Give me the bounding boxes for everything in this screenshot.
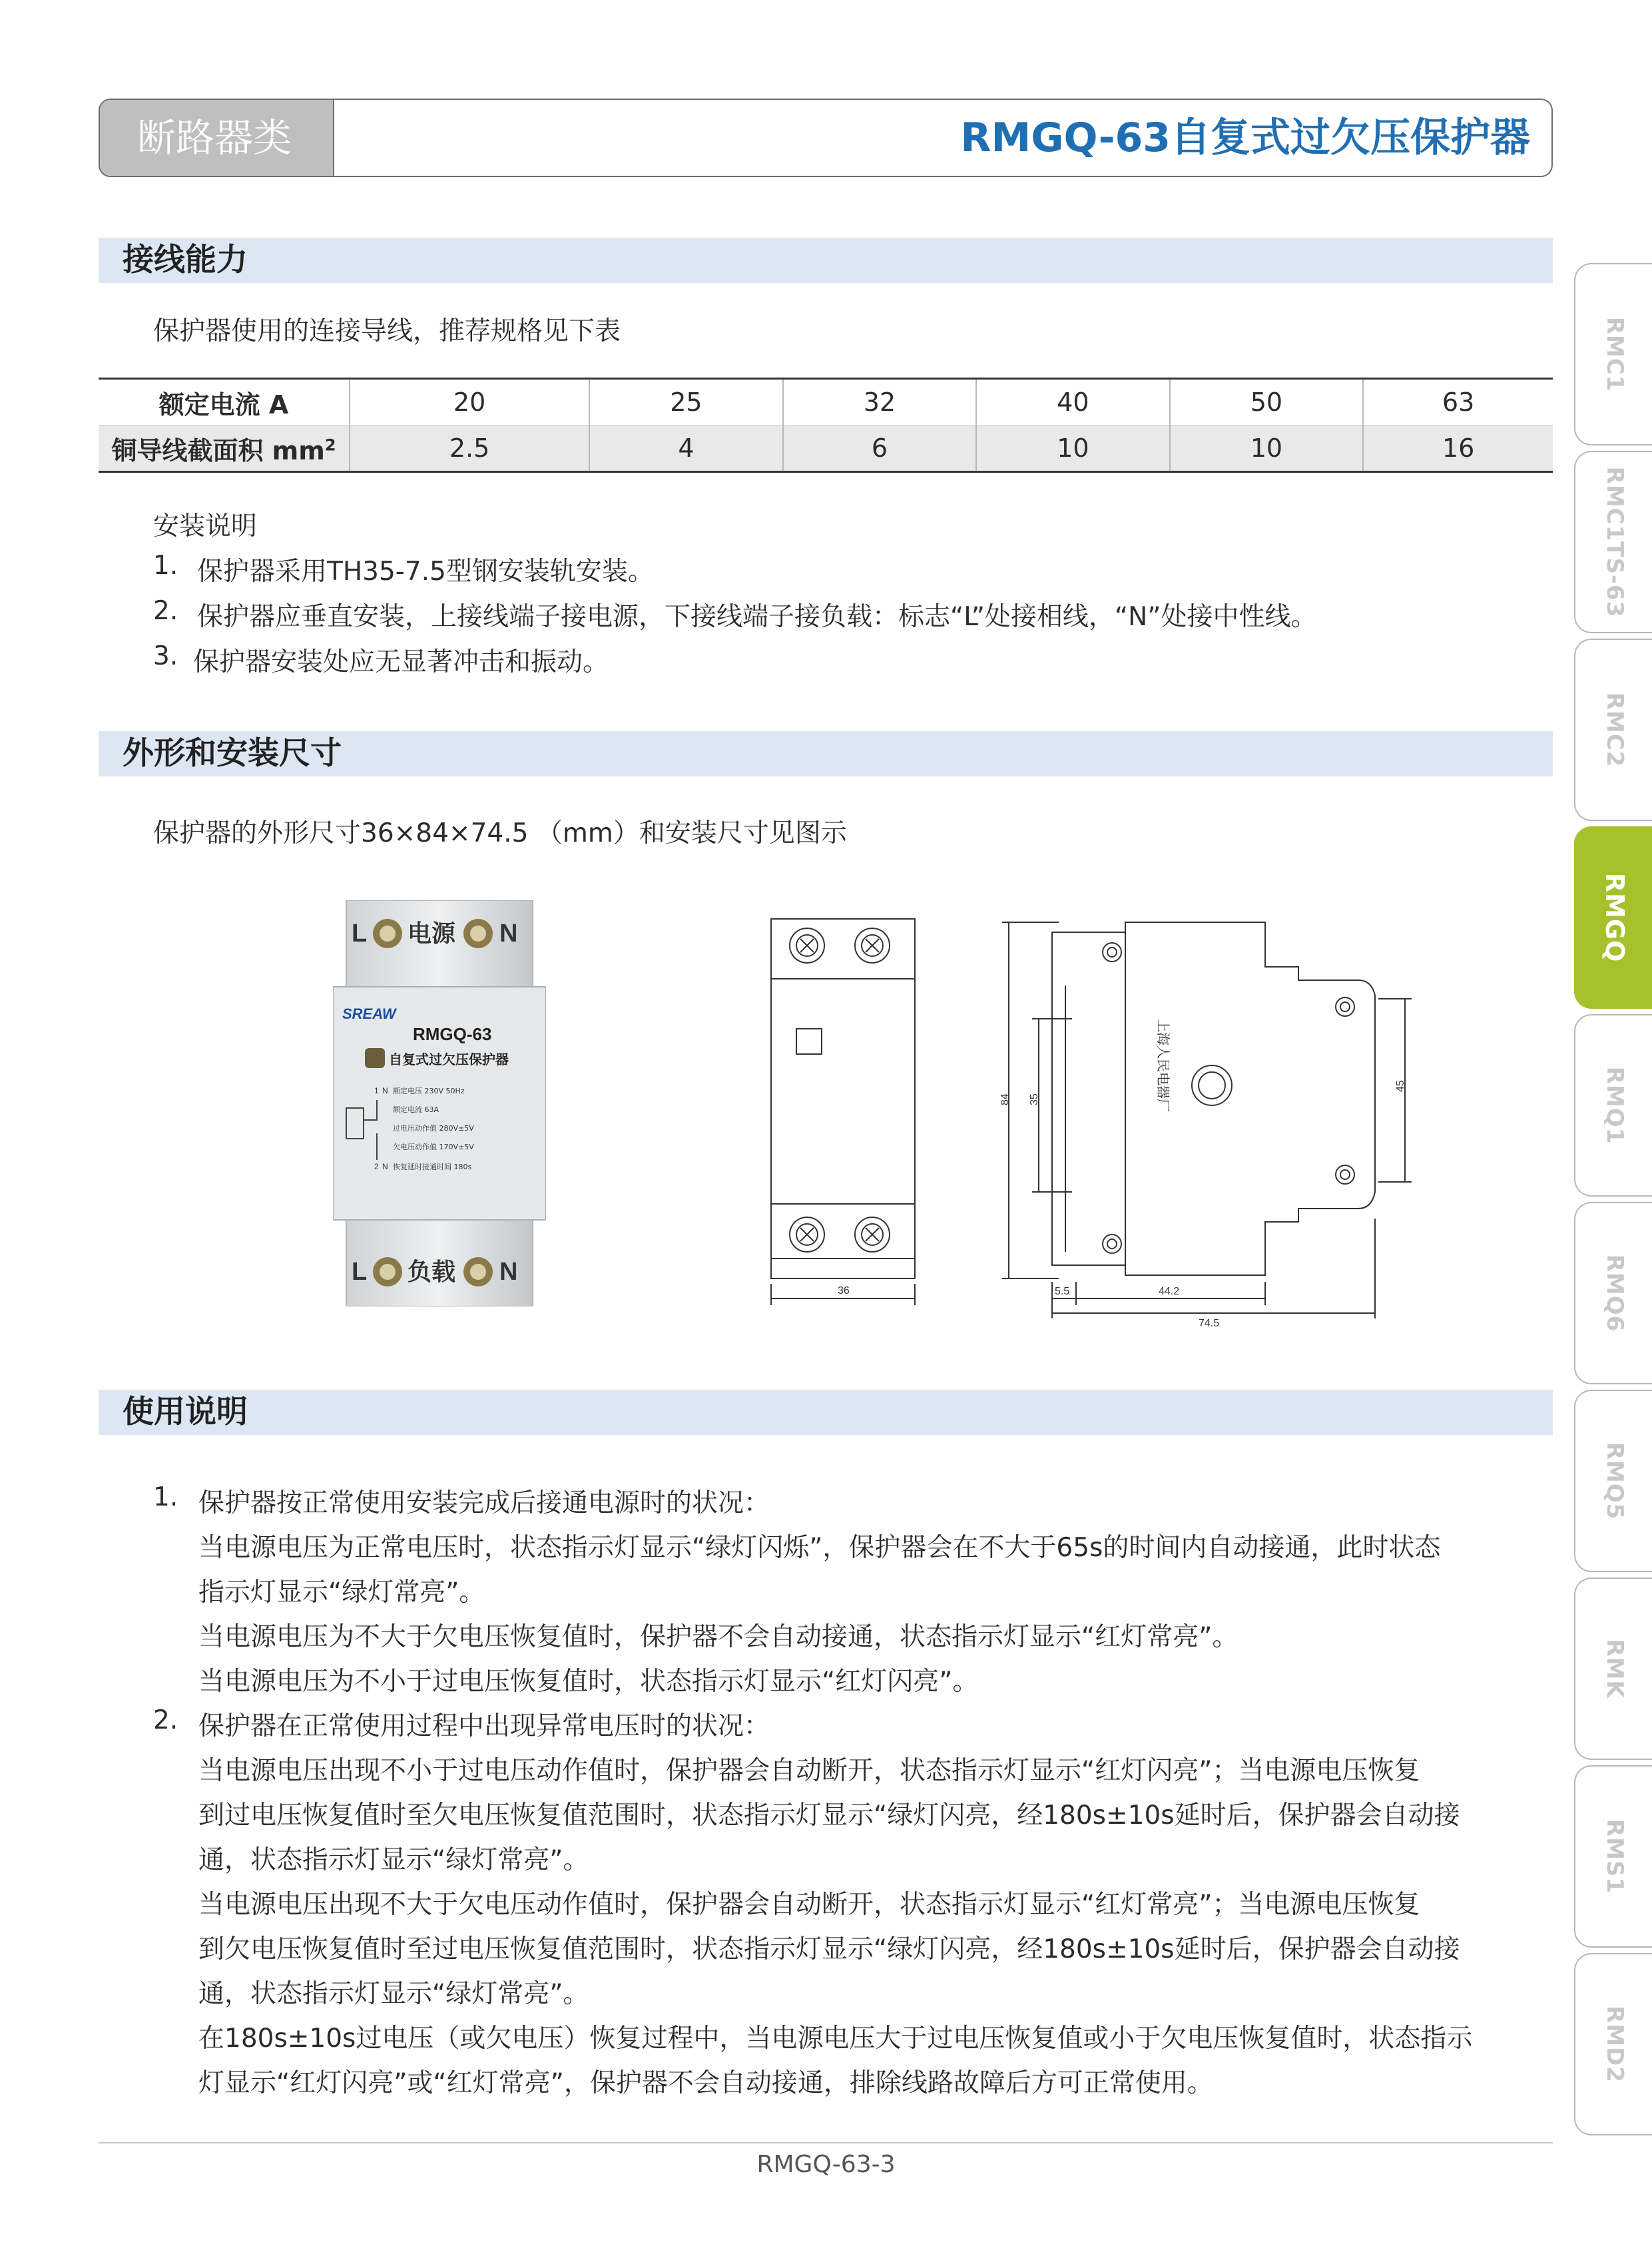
svg-text:额定电压 230V 50Hz: 额定电压 230V 50Hz bbox=[393, 1087, 465, 1095]
svg-text:过电压动作值 280V±5V: 过电压动作值 280V±5V bbox=[393, 1124, 474, 1133]
svg-text:N: N bbox=[382, 1162, 388, 1171]
section-bar-usage bbox=[99, 1390, 1553, 1435]
section-bar-dimensions bbox=[99, 731, 1553, 776]
svg-text:额定电流 63A: 额定电流 63A bbox=[393, 1105, 439, 1114]
list-item-head: 保护器按正常使用安装完成后接通电源时的状况： bbox=[198, 1488, 770, 1518]
table-cell: 32 bbox=[783, 379, 977, 425]
table-cell: 4 bbox=[589, 425, 783, 472]
list-number: 3. bbox=[153, 641, 178, 671]
tab-rms1[interactable]: RMS1 bbox=[1574, 1765, 1652, 1948]
tab-rmc1[interactable]: RMC1 bbox=[1574, 263, 1652, 445]
paragraph-line: 通，状态指示灯显示“绿灯常亮”。 bbox=[198, 1845, 589, 1875]
dim-5-5: 5.5 bbox=[1055, 1286, 1070, 1297]
svg-text:N: N bbox=[382, 1086, 388, 1095]
list-item: 保护器采用TH35-7.5型钢安装轨安装。 bbox=[197, 557, 654, 587]
tab-rmq5[interactable]: RMQ5 bbox=[1574, 1390, 1652, 1572]
paragraph-line: 在180s±10s过电压（或欠电压）恢复过程中，当电源电压大于过电压恢复值或小于欠电压恢复值时，状态指示 bbox=[198, 2024, 1473, 2054]
wiring-table bbox=[99, 378, 1553, 473]
dim-84: 84 bbox=[999, 1093, 1011, 1105]
tab-rmk[interactable]: RMK bbox=[1574, 1577, 1652, 1760]
dimensions-intro: 保护器的外形尺寸36×84×74.5 （mm）和安装尺寸见图示 bbox=[153, 818, 847, 848]
table-row bbox=[99, 425, 1553, 472]
front-view-drawing bbox=[759, 906, 932, 1318]
paragraph-line: 当电源电压为不小于过电压恢复值时，状态指示灯显示“红灯闪亮”。 bbox=[198, 1667, 979, 1697]
paragraph-line: 当电源电压为不大于欠电压恢复值时，保护器不会自动接通，状态指示灯显示“红灯常亮”。 bbox=[198, 1622, 1239, 1652]
table-cell: 10 bbox=[976, 425, 1170, 472]
table-row bbox=[99, 379, 1553, 425]
category-label: 断路器类 bbox=[100, 100, 334, 176]
tab-rmc2[interactable]: RMC2 bbox=[1574, 639, 1652, 821]
table-cell: 6 bbox=[783, 425, 977, 472]
dim-36: 36 bbox=[838, 1285, 850, 1296]
dim-45: 45 bbox=[1395, 1080, 1406, 1092]
section-title: 接线能力 bbox=[123, 242, 248, 278]
svg-text:恢复延时接通时间 180s: 恢复延时接通时间 180s bbox=[393, 1163, 472, 1171]
table-cell: 16 bbox=[1363, 425, 1553, 472]
paragraph-line: 到欠电压恢复值时至过电压恢复值范围时，状态指示灯显示“绿灯闪亮，经180s±10s延时后，保护器会自动接 bbox=[198, 1934, 1460, 1964]
table-cell: 50 bbox=[1170, 379, 1364, 425]
table-cell: 25 bbox=[589, 379, 783, 425]
tab-rmgq[interactable]: RMGQ bbox=[1574, 826, 1652, 1009]
paragraph-line: 通，状态指示灯显示“绿灯常亮”。 bbox=[198, 1979, 589, 2009]
terminal-label-power: 电源 bbox=[408, 920, 456, 948]
tab-rmd2[interactable]: RMD2 bbox=[1574, 1953, 1652, 2135]
paragraph-line: 指示灯显示“绿灯常亮”。 bbox=[198, 1577, 485, 1607]
list-number: 1. bbox=[153, 1482, 178, 1512]
svg-text:1: 1 bbox=[374, 1086, 379, 1095]
side-view-drawing bbox=[985, 906, 1438, 1338]
section-bar-wiring bbox=[99, 238, 1553, 283]
tab-rmq1[interactable]: RMQ1 bbox=[1574, 1014, 1652, 1197]
paragraph-line: 当电源电压为正常电压时，状态指示灯显示“绿灯闪烁”，保护器会在不大于65s的时间内自动接通，此时状态 bbox=[198, 1533, 1441, 1563]
paragraph-line: 到过电压恢复值时至欠电压恢复值范围时，状态指示灯显示“绿灯闪亮，经180s±10s延时后，保护器会自动接 bbox=[198, 1801, 1460, 1830]
table-cell: 10 bbox=[1170, 425, 1364, 472]
product-model: RMGQ-63 bbox=[413, 1024, 492, 1044]
list-number: 2. bbox=[153, 596, 178, 626]
brand-logo: SREAW bbox=[342, 1005, 396, 1022]
section-title: 使用说明 bbox=[123, 1394, 248, 1430]
table-cell: 40 bbox=[976, 379, 1170, 425]
paragraph-line: 当电源电压出现不大于欠电压动作值时，保护器会自动断开，状态指示灯显示“红灯常亮”；当电源电压恢复 bbox=[198, 1890, 1420, 1920]
table-cell: 63 bbox=[1363, 379, 1553, 425]
svg-text:2: 2 bbox=[374, 1162, 379, 1171]
product-image bbox=[333, 900, 546, 1306]
manufacturer-text: 上海人民电器厂 bbox=[1155, 1019, 1171, 1112]
list-item-head: 保护器在正常使用过程中出现异常电压时的状况： bbox=[198, 1711, 770, 1741]
product-name: 自复式过欠压保护器 bbox=[389, 1051, 509, 1067]
terminal-label-n: N bbox=[499, 1258, 518, 1286]
row-label: 铜导线截面积 $mm^2$ bbox=[99, 425, 350, 472]
status-led bbox=[365, 1048, 385, 1068]
tab-rmq6[interactable]: RMQ6 bbox=[1574, 1202, 1652, 1384]
dim-35: 35 bbox=[1029, 1093, 1040, 1105]
table-cell: 20 bbox=[350, 379, 589, 425]
terminal-label-n: N bbox=[499, 920, 518, 948]
tab-rmc1ts-63[interactable]: RMC1TS-63 bbox=[1574, 451, 1652, 633]
list-number: 1. bbox=[153, 551, 178, 581]
row-label: 额定电流 A bbox=[99, 379, 350, 425]
terminal-label-l: L bbox=[352, 1258, 368, 1286]
footer-divider bbox=[99, 2142, 1553, 2143]
paragraph-line: 当电源电压出现不小于过电压动作值时，保护器会自动断开，状态指示灯显示“红灯闪亮”；当电源电压恢复 bbox=[198, 1756, 1420, 1786]
dim-74-5: 74.5 bbox=[1199, 1318, 1220, 1329]
terminal-label-l: L bbox=[352, 920, 368, 948]
table-cell: 2.5 bbox=[350, 425, 589, 472]
install-title: 安装说明 bbox=[153, 511, 258, 541]
list-item: 保护器安装处应无显著冲击和振动。 bbox=[193, 647, 609, 677]
terminal-label-load: 负载 bbox=[408, 1259, 456, 1286]
svg-text:欠电压动作值 170V±5V: 欠电压动作值 170V±5V bbox=[393, 1143, 474, 1151]
list-number: 2. bbox=[153, 1705, 178, 1735]
dim-44-2: 44.2 bbox=[1159, 1286, 1180, 1297]
wiring-intro: 保护器使用的连接导线，推荐规格见下表 bbox=[153, 316, 621, 346]
page-title: RMGQ-63自复式过欠压保护器 bbox=[960, 115, 1530, 161]
page-header bbox=[99, 99, 1553, 177]
page-number: RMGQ-63-3 bbox=[756, 2151, 896, 2178]
paragraph-line: 灯显示“红灯闪亮”或“红灯常亮”，保护器不会自动接通，排除线路故障后方可正常使用。 bbox=[198, 2068, 1213, 2098]
list-item: 保护器应垂直安装，上接线端子接电源，下接线端子接负载：标志“L”处接相线，“N”处接中性线。 bbox=[197, 602, 1317, 632]
section-title: 外形和安装尺寸 bbox=[123, 735, 342, 772]
